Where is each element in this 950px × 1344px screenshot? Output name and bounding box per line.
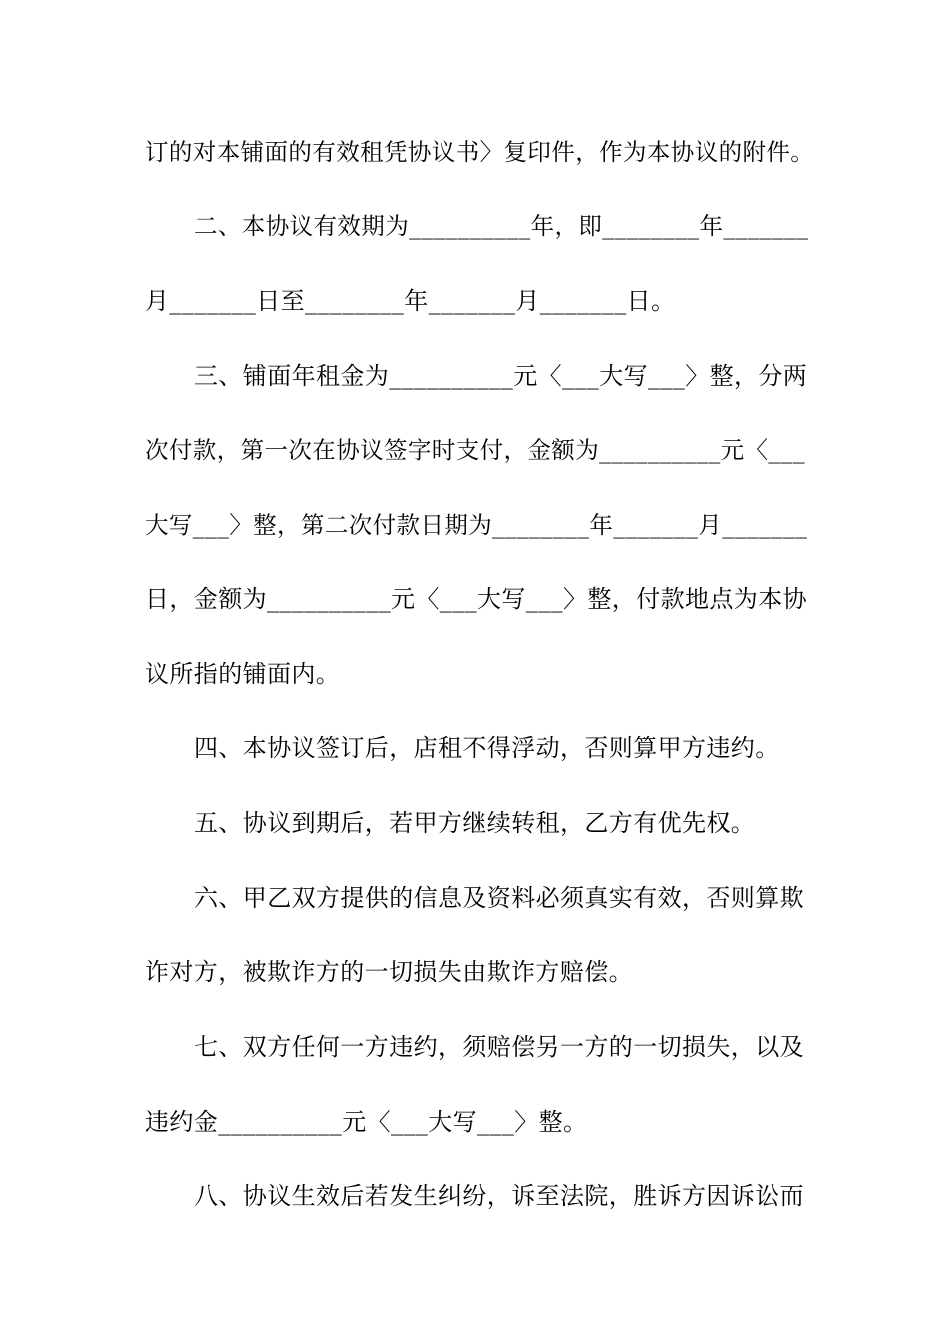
text-line-1: 订的对本铺面的有效租凭协议书〉复印件，作为本协议的附件。 (145, 138, 815, 166)
clause-8-line-1: 八、协议生效后若发生纠纷，诉至法院，胜诉方因诉讼而 (194, 1182, 804, 1210)
clause-2-line-1: 二、本协议有效期为__________年，即________年_______ (194, 212, 809, 240)
clause-6-line-2: 诈对方，被欺诈方的一切损失由欺诈方赔偿。 (145, 958, 633, 986)
clause-3-line-1: 三、铺面年租金为__________元〈___大写___〉整，分两 (194, 362, 808, 390)
clause-7-line-1: 七、双方任何一方违约，须赔偿另一方的一切损失，以及 (194, 1033, 804, 1061)
clause-6-line-1: 六、甲乙双方提供的信息及资料必须真实有效，否则算欺 (194, 884, 804, 912)
clause-5: 五、协议到期后，若甲方继续转租，乙方有优先权。 (194, 809, 756, 837)
clause-3-line-5: 议所指的铺面内。 (145, 660, 341, 688)
clause-7-line-2: 违约金__________元〈___大写___〉整。 (145, 1108, 588, 1136)
clause-3-line-2: 次付款，第一次在协议签字时支付，金额为__________元〈___ (145, 436, 805, 464)
clause-4: 四、本协议签订后，店租不得浮动，否则算甲方违约。 (194, 734, 780, 762)
clause-3-line-4: 日，金额为__________元〈___大写___〉整，付款地点为本协 (145, 585, 807, 613)
clause-2-line-2: 月_______日至________年_______月_______日。 (145, 287, 676, 315)
clause-3-line-3: 大写___〉整，第二次付款日期为________年_______月_______ (145, 511, 808, 539)
